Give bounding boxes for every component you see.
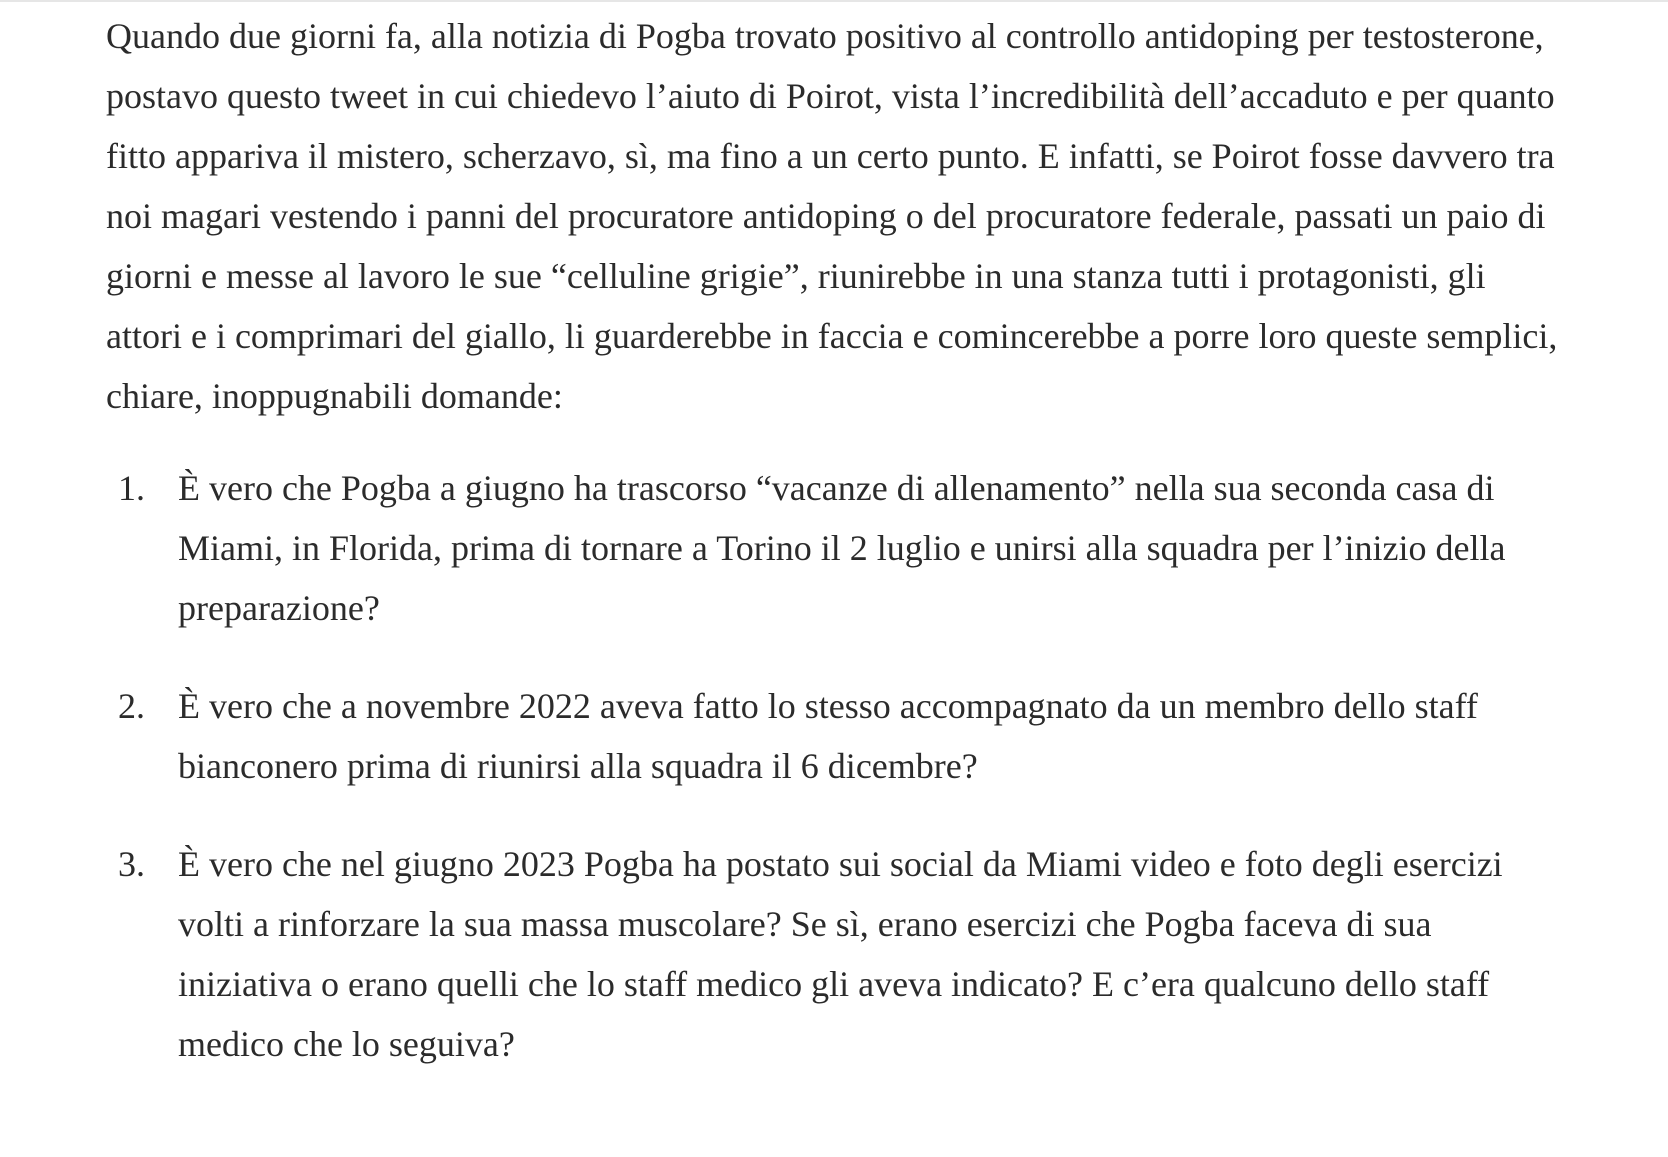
question-number: 2.	[118, 686, 145, 726]
question-item	[106, 458, 1566, 638]
top-divider	[0, 0, 1668, 2]
question-number: 3.	[118, 844, 145, 884]
question-text: È vero che Pogba a giugno ha trascorso “vacanze di allenamento” nella sua seconda casa di Miami, in Florida, prima di tornare a Torino il 2 luglio e unirsi alla squadra per l’inizio della preparazione?	[178, 468, 1506, 628]
article-body	[106, 6, 1566, 1074]
question-list	[106, 458, 1566, 1074]
question-item	[106, 834, 1566, 1074]
intro-paragraph: Quando due giorni fa, alla notizia di Pogba trovato positivo al controllo antidoping per testosterone, postavo questo tweet in cui chiedevo l’aiuto di Poirot, vista l’incredibilità dell’accaduto e per quanto fitto appariva il mistero, scherzavo, sì, ma fino a un certo punto. E infatti, se Poirot fosse davvero tra noi magari vestendo i panni del procuratore antidoping o del procuratore federale, passati un paio di giorni e messe al lavoro le sue “celluline grigie”, riunirebbe in una stanza tutti i protagonisti, gli attori e i comprimari del giallo, li guarderebbe in faccia e comincerebbe a porre loro queste semplici, chiare, inoppugnabili domande:	[106, 16, 1558, 416]
question-text: È vero che nel giugno 2023 Pogba ha postato sui social da Miami video e foto degli esercizi volti a rinforzare la sua massa muscolare? Se sì, erano esercizi che Pogba faceva di sua iniziativa o erano quelli che lo staff medico gli aveva indicato? E c’era qualcuno dello staff medico che lo seguiva?	[178, 844, 1503, 1064]
question-item	[106, 676, 1566, 796]
question-number: 1.	[118, 468, 145, 508]
question-text: È vero che a novembre 2022 aveva fatto lo stesso accompagnato da un membro dello staff bianconero prima di riunirsi alla squadra il 6 dicembre?	[178, 686, 1478, 786]
